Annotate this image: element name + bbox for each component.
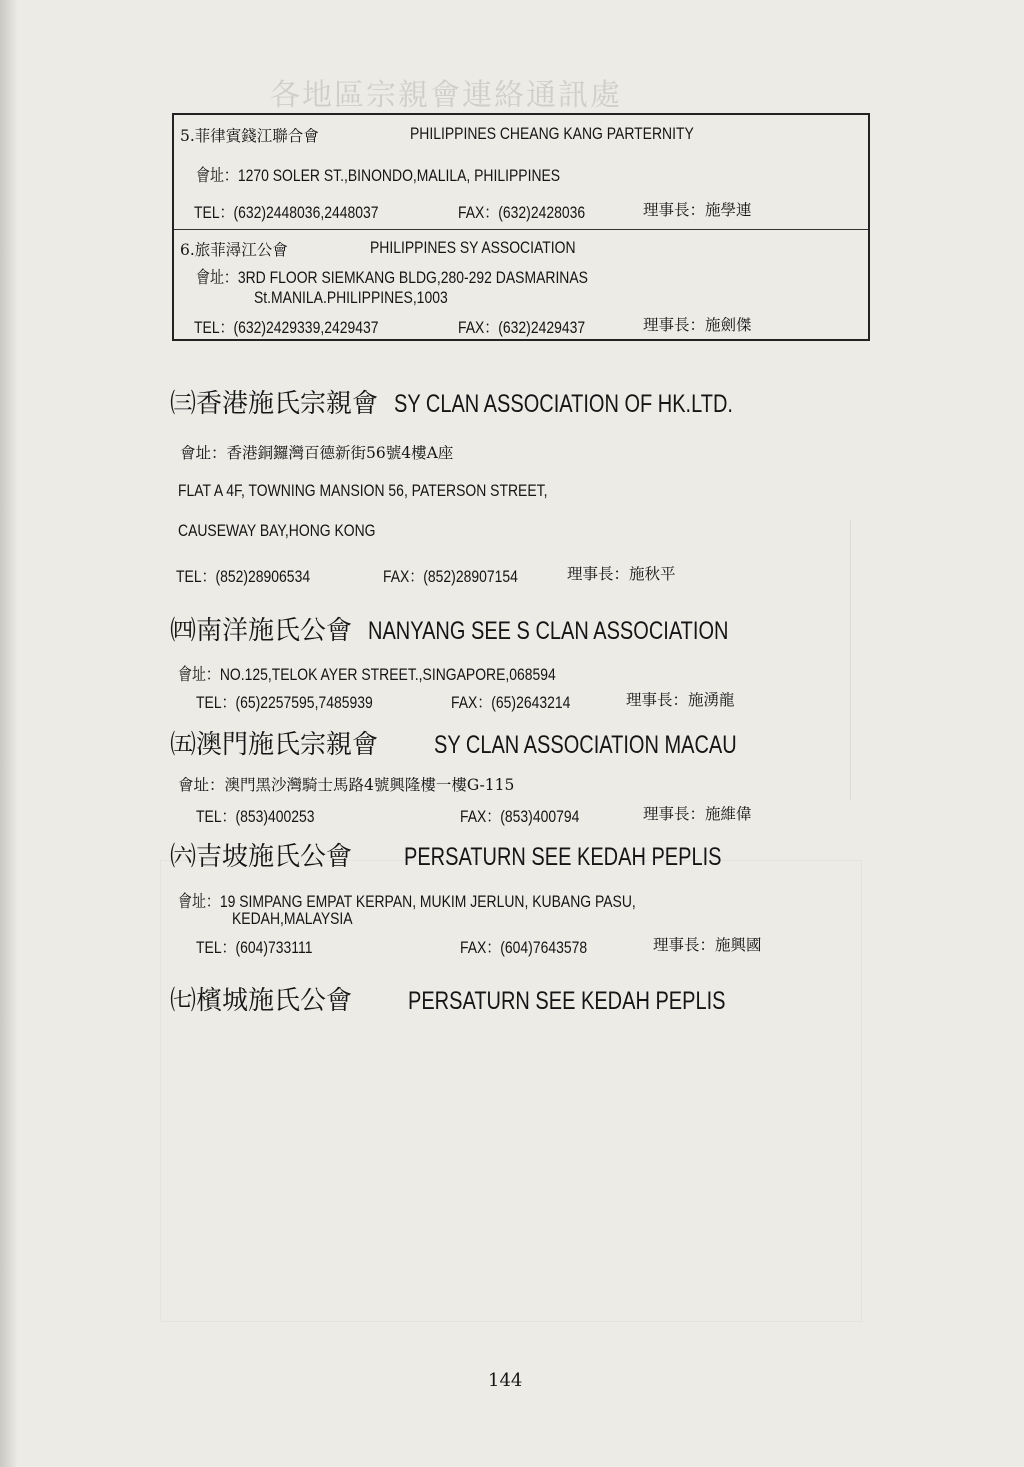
nanyang-heading (170, 610, 819, 647)
nanyang-address: 會址：NO.125,TELOK AYER STREET.,SINGAPORE,068594 (178, 665, 556, 684)
s6-chairman: 理事長：施劍傑 (643, 316, 752, 334)
hk-chairman: 理事長：施秋平 (567, 565, 676, 583)
hk-address-zh: 會址：香港銅鑼灣百德新街56號4樓A座 (180, 444, 454, 462)
bleed-through-text (850, 520, 1001, 800)
hk-address-en-line2: CAUSEWAY BAY,HONG KONG (178, 521, 376, 540)
bleed-through-text (160, 860, 862, 1322)
s5-name-zh: 5.菲律賓錢江聯合會 (180, 127, 319, 145)
macau-tel: TEL：(853)400253 (196, 807, 315, 826)
kedah-tel: TEL：(604)733111 (196, 938, 313, 957)
macau-chairman: 理事長：施維偉 (643, 805, 752, 823)
kedah-chairman: 理事長：施興國 (653, 936, 762, 954)
page-binding-shadow (0, 0, 18, 1467)
box-divider (174, 229, 868, 230)
page-number: 144 (488, 1370, 523, 1391)
hk-tel: TEL：(852)28906534 (176, 567, 311, 586)
macau-title-en: SY CLAN ASSOCIATION MACAU (434, 731, 737, 759)
bleed-through-text: 各地區宗親會連絡通訊處 (270, 78, 622, 113)
penang-heading (170, 980, 805, 1017)
kedah-fax: FAX：(604)7643578 (460, 938, 588, 957)
s6-name-zh: 6.旅菲潯江公會 (180, 241, 288, 259)
s5-name-en: PHILIPPINES CHEANG KANG PARTERNITY (410, 124, 694, 143)
kedah-address-line1: 會址：19 SIMPANG EMPAT KERPAN, MUKIM JERLUN, KUBANG PASU, (178, 892, 636, 911)
nanyang-title-en: NANYANG SEE S CLAN ASSOCIATION (368, 617, 729, 645)
hk-title-zh: ㈢香港施氏宗親會 (170, 389, 379, 419)
nanyang-tel: TEL：(65)2257595,7485939 (196, 693, 373, 712)
kedah-title-en: PERSATURN SEE KEDAH PEPLIS (404, 843, 722, 871)
s5-address: 會址：1270 SOLER ST.,BINONDO,MALILA, PHILIPPINES (196, 166, 561, 185)
s5-tel: TEL：(632)2448036,2448037 (194, 203, 379, 222)
kedah-address-line2: KEDAH,MALAYSIA (232, 909, 353, 928)
s5-fax: FAX：(632)2428036 (458, 203, 586, 222)
penang-title-en: PERSATURN SEE KEDAH PEPLIS (408, 987, 726, 1015)
macau-address: 會址：澳門黑沙灣騎士馬路4號興隆樓一樓G-115 (178, 776, 515, 794)
kedah-title-zh: ㈥吉坡施氏公會 (170, 842, 353, 872)
hk-title-en: SY CLAN ASSOCIATION OF HK.LTD. (394, 390, 734, 418)
penang-title-zh: ㈦檳城施氏公會 (170, 986, 353, 1016)
kedah-heading (170, 836, 801, 873)
s6-fax: FAX：(632)2429437 (458, 318, 586, 337)
s6-address-line2: St.MANILA.PHILIPPINES,1003 (254, 288, 448, 307)
nanyang-title-zh: ㈣南洋施氏公會 (170, 616, 353, 646)
macau-fax: FAX：(853)400794 (460, 807, 580, 826)
hk-address-en-line1: FLAT A 4F, TOWNING MANSION 56, PATERSON STREET, (178, 481, 548, 500)
nanyang-fax: FAX：(65)2643214 (451, 693, 571, 712)
s6-tel: TEL：(632)2429339,2429437 (194, 318, 379, 337)
macau-title-zh: ㈤澳門施氏宗親會 (170, 730, 379, 760)
hk-fax: FAX：(852)28907154 (383, 567, 518, 586)
nanyang-chairman: 理事長：施湧龍 (626, 691, 735, 709)
macau-heading (170, 724, 813, 761)
hk-heading (170, 383, 818, 420)
s6-address-line1: 會址：3RD FLOOR SIEMKANG BLDG,280-292 DASMARINAS (196, 268, 588, 287)
s5-chairman: 理事長：施學連 (643, 201, 752, 219)
s6-name-en: PHILIPPINES SY ASSOCIATION (370, 238, 576, 257)
